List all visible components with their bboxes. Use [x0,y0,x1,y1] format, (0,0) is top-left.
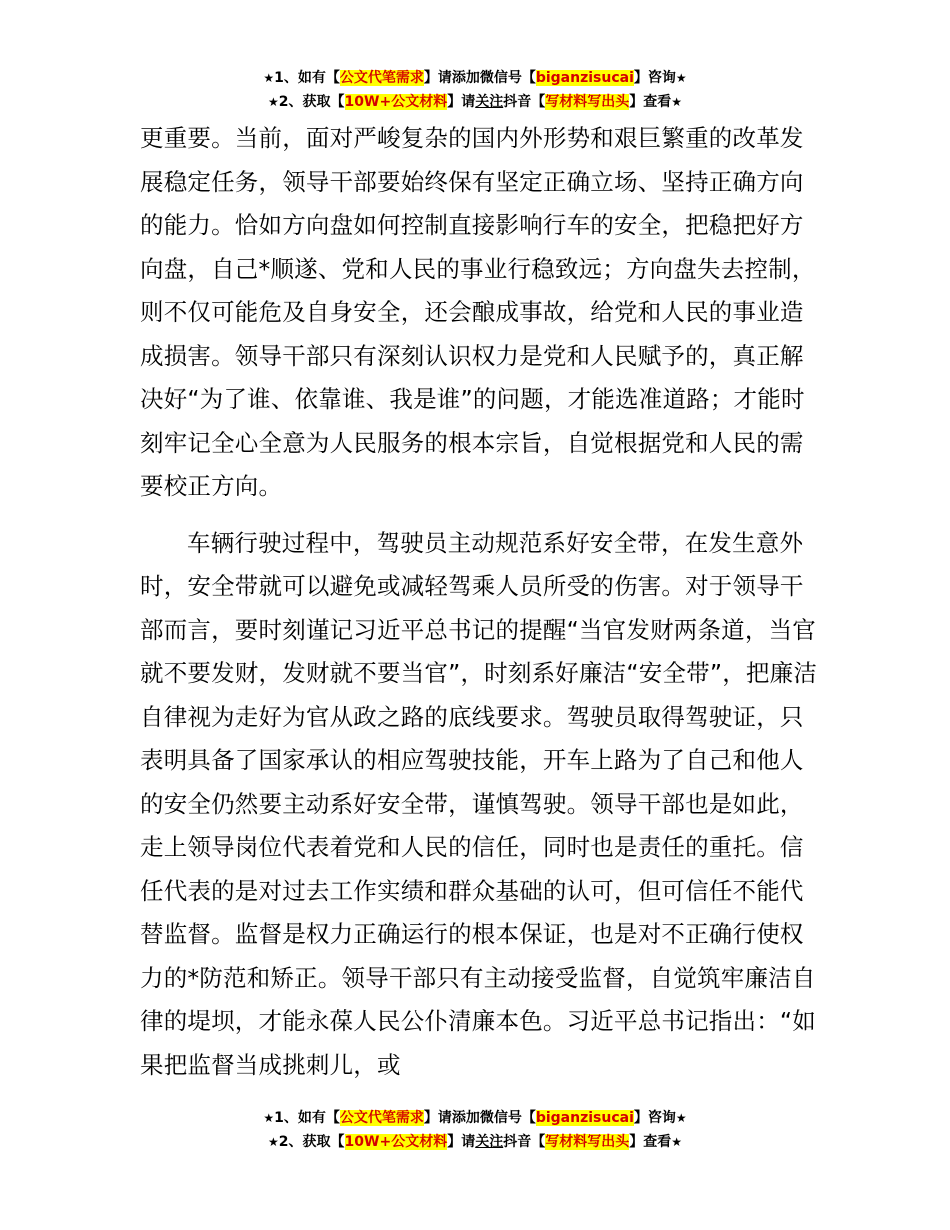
banner-text: 抖音【 [503,1134,546,1150]
underlined-follow: 关注 [475,1134,504,1150]
banner-text: 】请 [447,1134,476,1150]
highlight-ghostwriting: 公文代笔需求 [339,70,424,86]
star-icon: ★ [263,71,275,85]
paragraph-1: 更重要。当前，面对严峻复杂的国内外形势和艰巨繁重的改革发展稳定任务，领导干部要始终保有坚定正确立场、坚持正确方向的能力。恰如方向盘如何控制直接影响行车的安全，把稳把好方向盘，自己*顺遂、党和人民的事业行稳致远；方向盘失去控制，则不仅可能危及自身安全，还会酿成事故，给党和人民的事业造成损害。领导干部只有深刻认识权力是党和人民赋予的，真正解决好“为了谁、依靠谁、我是谁”的问题，才能选准道路；才能时刻牢记全心全意为人民服务的根本宗旨，自觉根据党和人民的需要校正方向。 [140,124,816,500]
paragraph-spacer [140,509,820,522]
star-icon: ★ [675,71,687,85]
highlight-ghostwriting: 公文代笔需求 [339,1110,424,1126]
banner-text: 】请 [447,94,476,110]
star-icon: ★ [675,1111,687,1125]
banner-line-1 [0,1106,950,1130]
star-icon: ★ [671,1135,682,1149]
paragraph-2: 车辆行驶过程中，驾驶员主动规范系好安全带，在发生意外时，安全带就可以避免或减轻驾乘人员所受的伤害。对于领导干部而言，要时刻谨记习近平总书记的提醒“当官发财两条道，当官就不要发财，发财就不要当官”，时刻系好廉洁“安全带”，把廉洁自律视为走好为官从政之路的底线要求。驾驶员取得驾驶证，只表明具备了国家承认的相应驾驶技能，开车上路为了自己和他人的安全仍然要主动系好安全带，谨慎驾驶。领导干部也是如此，走上领导岗位代表着党和人民的信任，同时也是责任的重托。信任代表的是对过去工作实绩和群众基础的认可，但可信任不能代替监督。监督是权力正确运行的根本保证，也是对不正确行使权力的*防范和矫正。领导干部只有主动接受监督，自觉筑牢廉洁自律的堤坝，才能永葆人民公仆清廉本色。习近平总书记指出：“如果把监督当成挑刺儿，或 [140,528,818,1079]
banner-text: 1、如有【 [274,1110,340,1126]
banner-text: 】请添加微信号【 [423,70,536,86]
highlight-wechat-id: biganzisucai [535,70,634,86]
highlight-materials: 10W+公文材料 [344,94,448,110]
banner-text: 】查看 [629,1134,672,1150]
banner-line-1 [0,66,950,90]
banner-text: 2、获取【 [278,94,345,110]
banner-text: 2、获取【 [278,1134,345,1150]
banner-text: 】咨询 [633,1110,676,1126]
highlight-materials: 10W+公文材料 [344,1134,448,1150]
banner-line-2 [0,1130,950,1154]
highlight-douyin-account: 写材料写出头 [545,94,630,110]
star-icon: ★ [268,1135,279,1149]
banner-line-2 [0,90,950,114]
highlight-douyin-account: 写材料写出头 [545,1134,630,1150]
header-banner [0,66,950,114]
star-icon: ★ [671,95,682,109]
footer-banner [0,1106,950,1154]
highlight-wechat-id: biganzisucai [535,1110,634,1126]
star-icon: ★ [263,1111,275,1125]
banner-text: 1、如有【 [274,70,340,86]
star-icon: ★ [268,95,279,109]
document-body [140,117,820,1087]
banner-text: 抖音【 [503,94,546,110]
underlined-follow: 关注 [475,94,504,110]
banner-text: 】请添加微信号【 [423,1110,536,1126]
banner-text: 】咨询 [633,70,676,86]
banner-text: 】查看 [629,94,672,110]
